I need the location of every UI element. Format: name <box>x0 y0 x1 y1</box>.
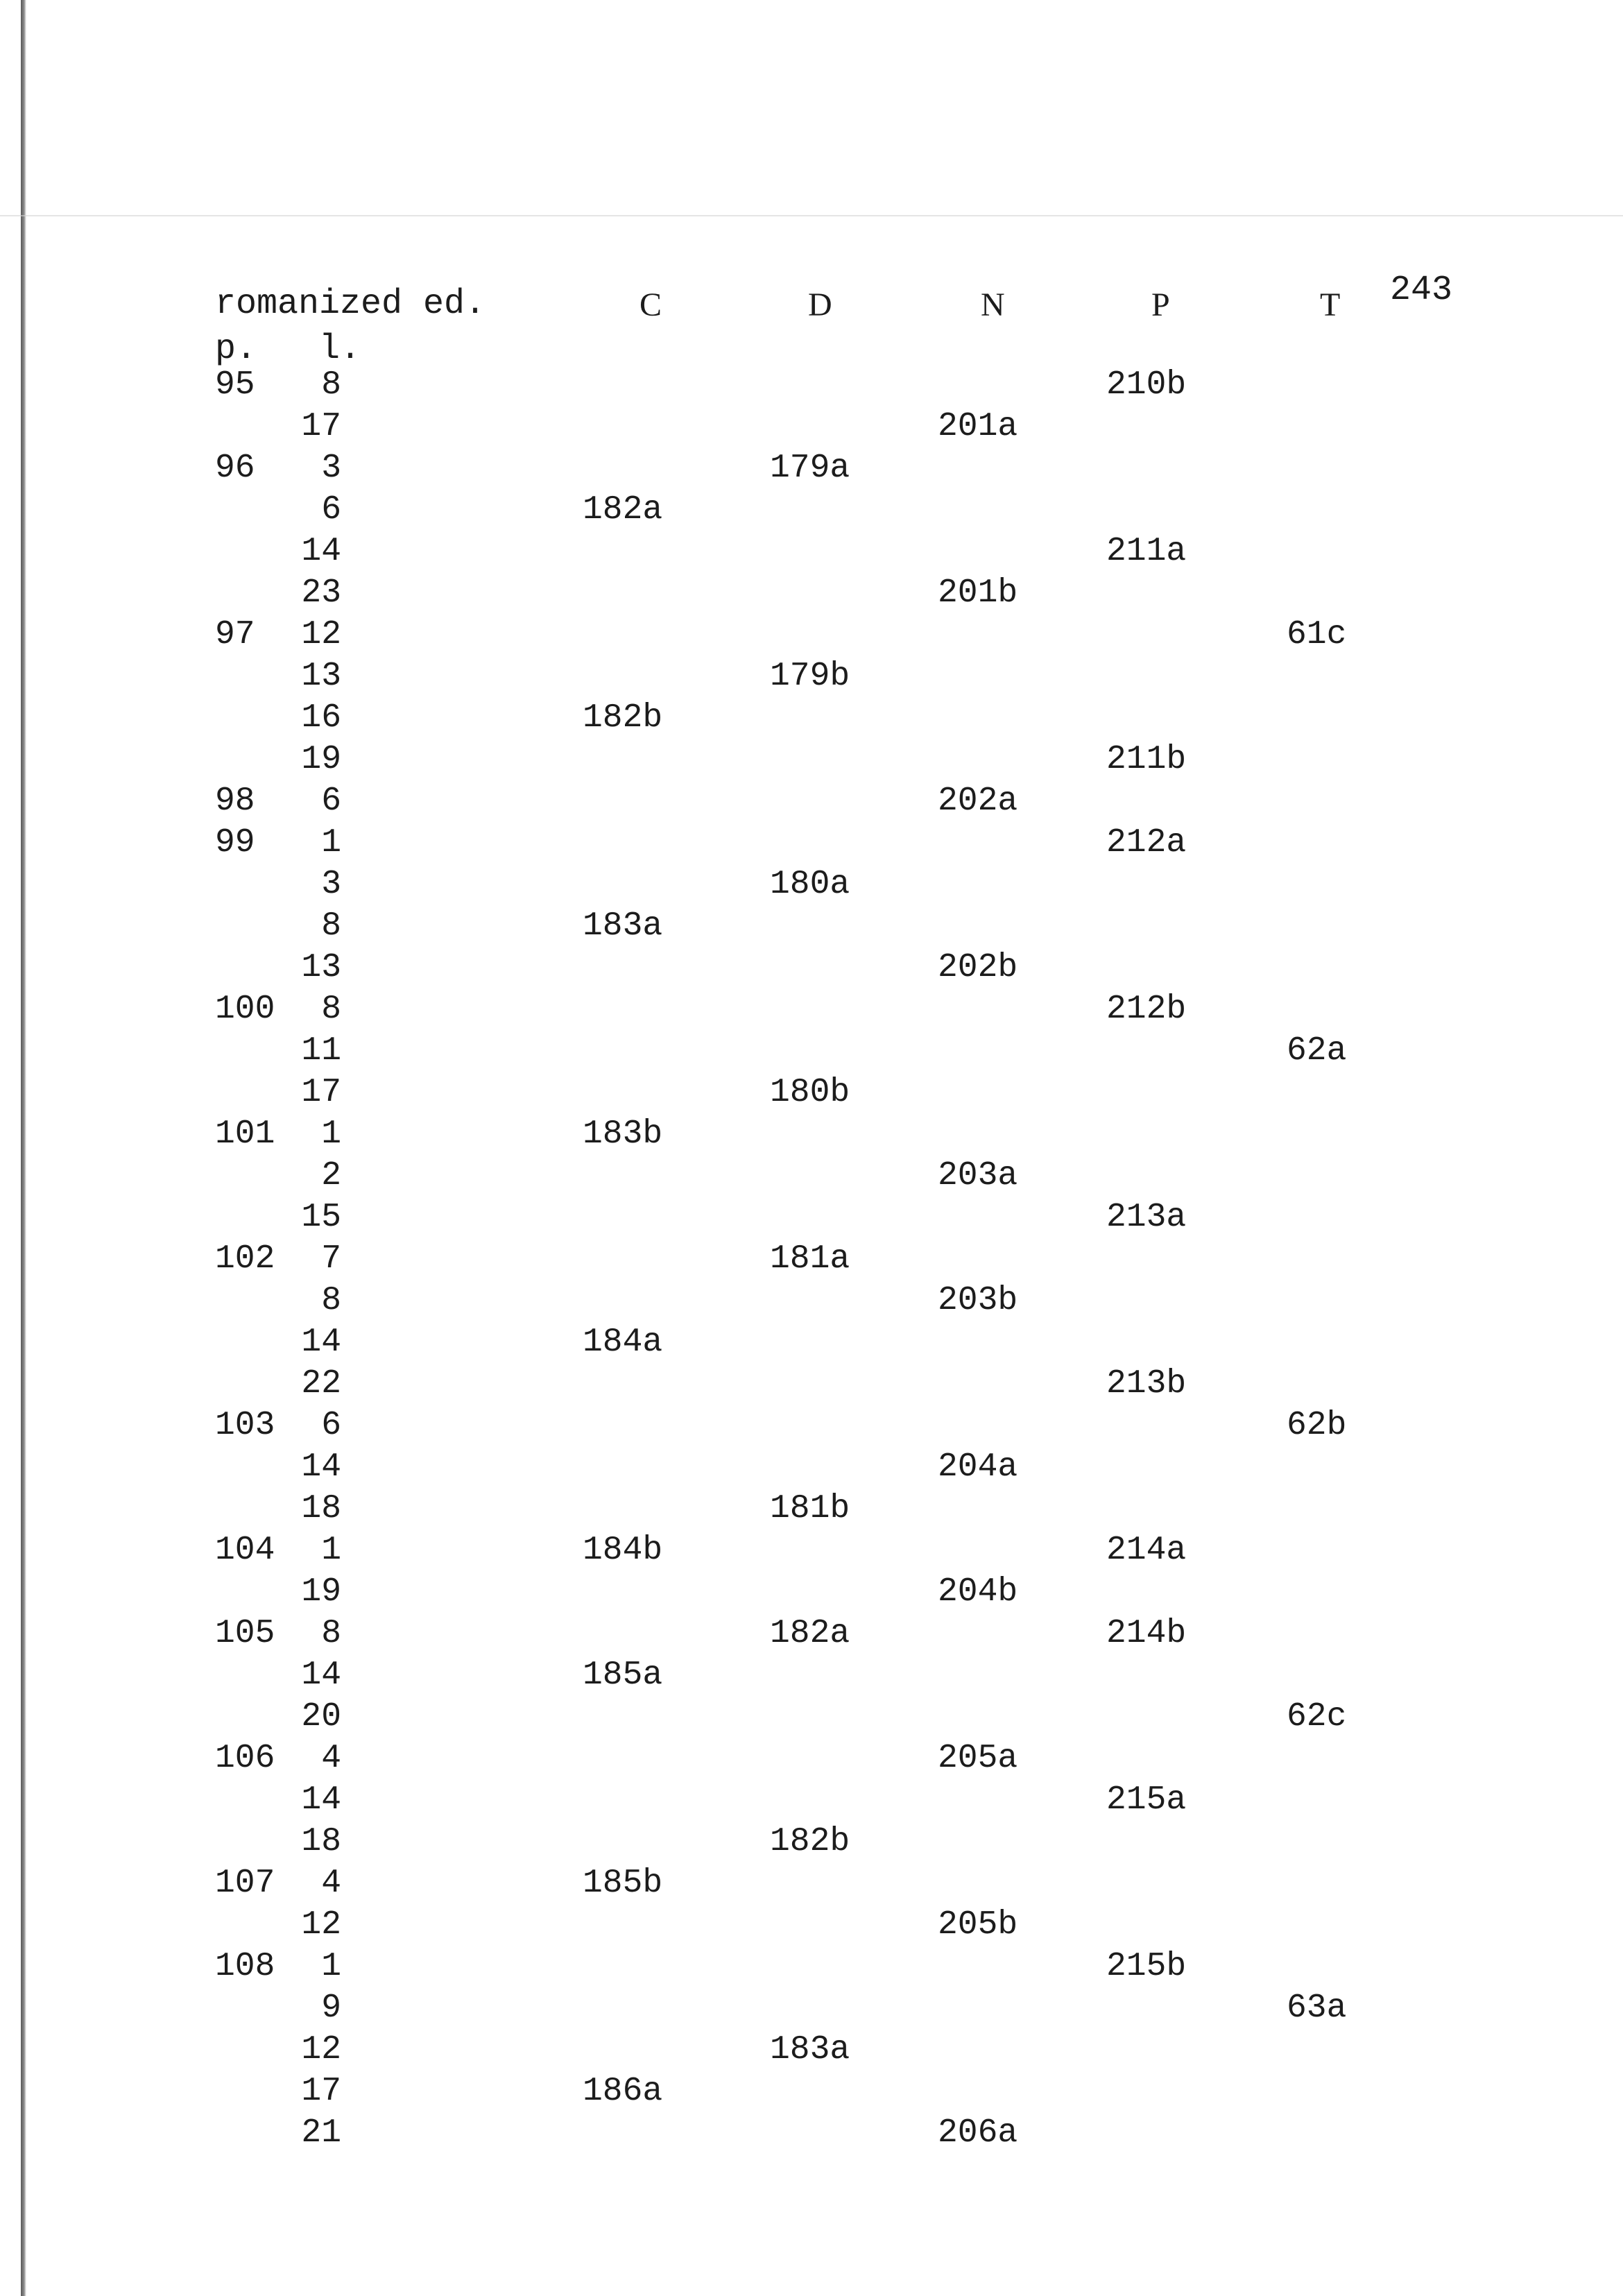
folio-c: 186a <box>583 2073 663 2110</box>
romanized-line: 13 <box>301 949 341 986</box>
table-row <box>0 1323 1623 1364</box>
page-number: 243 <box>1390 271 1453 310</box>
romanized-line: 6 <box>321 1407 341 1444</box>
romanized-page: 102 <box>215 1240 275 1278</box>
table-row <box>0 1074 1623 1114</box>
table-row <box>0 1989 1623 2030</box>
romanized-line: 14 <box>301 533 341 570</box>
table-row <box>0 1781 1623 1822</box>
romanized-page: 100 <box>215 991 275 1028</box>
folio-n: 202a <box>938 782 1018 820</box>
folio-p: 213b <box>1106 1365 1187 1403</box>
romanized-line: 16 <box>301 699 341 737</box>
folio-c: 182b <box>583 699 663 737</box>
folio-d: 181b <box>770 1490 850 1527</box>
romanized-page: 96 <box>215 449 255 487</box>
folio-t: 62a <box>1287 1032 1347 1070</box>
folio-p: 214a <box>1106 1532 1187 1569</box>
table-row <box>0 1823 1623 1863</box>
romanized-line: 3 <box>321 449 341 487</box>
romanized-line: 1 <box>321 824 341 862</box>
table-row <box>0 1656 1623 1697</box>
table-row <box>0 824 1623 864</box>
folio-d: 179b <box>770 658 850 695</box>
column-header-n: N <box>981 286 1005 323</box>
folio-c: 185a <box>583 1656 663 1694</box>
folio-c: 185b <box>583 1865 663 1902</box>
table-row <box>0 658 1623 698</box>
table-row <box>0 408 1623 448</box>
table-row <box>0 1365 1623 1405</box>
folio-n: 205a <box>938 1740 1018 1777</box>
table-row <box>0 949 1623 989</box>
source-label: romanized ed. <box>215 284 486 324</box>
romanized-line: 13 <box>301 658 341 695</box>
romanized-page: 107 <box>215 1865 275 1902</box>
romanized-line: 18 <box>301 1823 341 1860</box>
folio-p: 210b <box>1106 366 1187 404</box>
romanized-line: 21 <box>301 2114 341 2152</box>
table-row <box>0 533 1623 573</box>
romanized-line: 8 <box>321 991 341 1028</box>
table-row <box>0 574 1623 615</box>
column-header-c: C <box>639 286 662 323</box>
table-row <box>0 491 1623 531</box>
folio-p: 215b <box>1106 1948 1187 1985</box>
folio-c: 183a <box>583 907 663 945</box>
romanized-page: 108 <box>215 1948 275 1985</box>
romanized-line: 17 <box>301 1074 341 1111</box>
folio-n: 201a <box>938 408 1018 445</box>
folio-d: 181a <box>770 1240 850 1278</box>
table-row <box>0 616 1623 656</box>
table-row <box>0 1032 1623 1072</box>
table-row <box>0 741 1623 781</box>
column-header-p: P <box>1151 286 1170 323</box>
romanized-line: 8 <box>321 907 341 945</box>
romanized-page: 95 <box>215 366 255 404</box>
table-row <box>0 991 1623 1031</box>
romanized-line: 17 <box>301 2073 341 2110</box>
table-row <box>0 1282 1623 1322</box>
table-row <box>0 1407 1623 1447</box>
folio-t: 63a <box>1287 1989 1347 2027</box>
table-row <box>0 1532 1623 1572</box>
folio-d: 182a <box>770 1615 850 1652</box>
table-row <box>0 2073 1623 2113</box>
table-row <box>0 449 1623 490</box>
romanized-page: 104 <box>215 1532 275 1569</box>
romanized-page: 99 <box>215 824 255 862</box>
folio-p: 211b <box>1106 741 1187 778</box>
romanized-line: 9 <box>321 1989 341 2027</box>
table-row <box>0 1573 1623 1613</box>
table-row <box>0 1698 1623 1738</box>
romanized-line: 4 <box>321 1740 341 1777</box>
romanized-line: 3 <box>321 866 341 903</box>
table-row <box>0 366 1623 406</box>
folio-n: 201b <box>938 574 1018 612</box>
folio-p: 211a <box>1106 533 1187 570</box>
romanized-line: 19 <box>301 741 341 778</box>
folio-n: 206a <box>938 2114 1018 2152</box>
romanized-line: 4 <box>321 1865 341 1902</box>
table-row <box>0 699 1623 739</box>
romanized-line: 7 <box>321 1240 341 1278</box>
table-row <box>0 1199 1623 1239</box>
table-row <box>0 1448 1623 1489</box>
folio-d: 180b <box>770 1074 850 1111</box>
folio-p: 212a <box>1106 824 1187 862</box>
folio-n: 202b <box>938 949 1018 986</box>
folio-p: 212b <box>1106 991 1187 1028</box>
folio-d: 182b <box>770 1823 850 1860</box>
table-row <box>0 1906 1623 1946</box>
column-header-t: T <box>1320 286 1341 323</box>
romanized-line: 8 <box>321 366 341 404</box>
romanized-line: 8 <box>321 1282 341 1319</box>
folio-d: 183a <box>770 2031 850 2068</box>
romanized-page: 98 <box>215 782 255 820</box>
romanized-line: 14 <box>301 1656 341 1694</box>
romanized-page: 105 <box>215 1615 275 1652</box>
romanized-page: 106 <box>215 1740 275 1777</box>
table-row <box>0 1865 1623 1905</box>
scan-line <box>0 215 1623 216</box>
romanized-page: 101 <box>215 1115 275 1153</box>
romanized-line: 22 <box>301 1365 341 1403</box>
page-label: p. <box>215 329 257 369</box>
romanized-line: 14 <box>301 1323 341 1361</box>
folio-c: 182a <box>583 491 663 529</box>
romanized-line: 1 <box>321 1115 341 1153</box>
table-row <box>0 1740 1623 1780</box>
table-row <box>0 1615 1623 1655</box>
romanized-page: 97 <box>215 616 255 653</box>
folio-n: 203b <box>938 1282 1018 1319</box>
folio-t: 62b <box>1287 1407 1347 1444</box>
table-row <box>0 1157 1623 1197</box>
romanized-line: 14 <box>301 1448 341 1486</box>
folio-d: 179a <box>770 449 850 487</box>
romanized-line: 20 <box>301 1698 341 1736</box>
folio-n: 204b <box>938 1573 1018 1611</box>
folio-n: 204a <box>938 1448 1018 1486</box>
table-row <box>0 866 1623 906</box>
folio-p: 213a <box>1106 1199 1187 1236</box>
folio-c: 184b <box>583 1532 663 1569</box>
folio-c: 184a <box>583 1323 663 1361</box>
romanized-line: 12 <box>301 2031 341 2068</box>
table-row <box>0 782 1623 823</box>
folio-n: 205b <box>938 1906 1018 1944</box>
romanized-line: 6 <box>321 782 341 820</box>
romanized-line: 1 <box>321 1948 341 1985</box>
folio-c: 183b <box>583 1115 663 1153</box>
romanized-line: 12 <box>301 616 341 653</box>
table-row <box>0 2031 1623 2071</box>
romanized-line: 11 <box>301 1032 341 1070</box>
romanized-line: 14 <box>301 1781 341 1819</box>
romanized-line: 18 <box>301 1490 341 1527</box>
folio-p: 214b <box>1106 1615 1187 1652</box>
line-label: l. <box>319 329 361 369</box>
folio-p: 215a <box>1106 1781 1187 1819</box>
table-row <box>0 1240 1623 1280</box>
romanized-line: 8 <box>321 1615 341 1652</box>
romanized-line: 6 <box>321 491 341 529</box>
romanized-line: 15 <box>301 1199 341 1236</box>
romanized-line: 2 <box>321 1157 341 1194</box>
table-row <box>0 907 1623 948</box>
table-row <box>0 1115 1623 1156</box>
folio-t: 61c <box>1287 616 1347 653</box>
folio-t: 62c <box>1287 1698 1347 1736</box>
table-row <box>0 1948 1623 1988</box>
romanized-line: 12 <box>301 1906 341 1944</box>
romanized-line: 23 <box>301 574 341 612</box>
column-header-d: D <box>808 286 832 323</box>
folio-d: 180a <box>770 866 850 903</box>
romanized-page: 103 <box>215 1407 275 1444</box>
romanized-line: 1 <box>321 1532 341 1569</box>
folio-n: 203a <box>938 1157 1018 1194</box>
romanized-line: 17 <box>301 408 341 445</box>
table-row <box>0 2114 1623 2154</box>
romanized-line: 19 <box>301 1573 341 1611</box>
table-row <box>0 1490 1623 1530</box>
